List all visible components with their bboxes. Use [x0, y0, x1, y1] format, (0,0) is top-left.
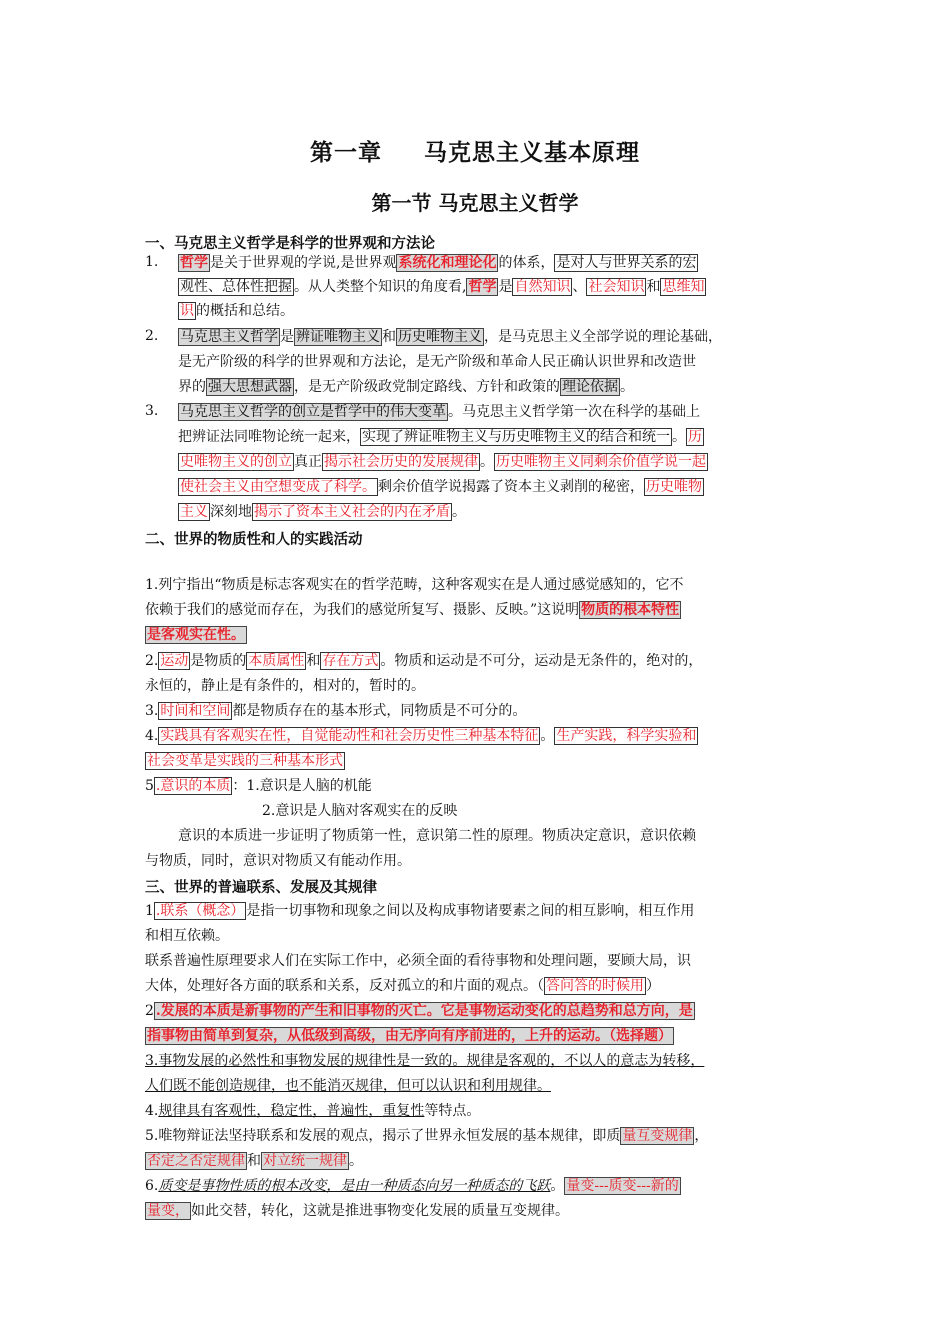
heading-2: 二、世界的物质性和人的实践活动 [145, 531, 363, 548]
boxed-text: 揭示社会历史的发展规律 [324, 454, 478, 470]
paragraph-line: 4. 实践具有客观实在性，自觉能动性和社会历史性三种基本特征 。 生产实践，科学实验和 [145, 728, 697, 744]
paragraph-line: 大体，处理好各方面的联系和关系，反对孤立的和片面的观点。（ 答问答的时候用 ） [145, 978, 660, 994]
chapter-name: 马克思主义基本原理 [424, 139, 640, 166]
highlight: 对立统一规律 [263, 1153, 347, 1169]
boxed-text: 存在方式 [322, 653, 379, 669]
highlight: 量互变规律 [622, 1128, 693, 1144]
chapter-number: 第一章 [310, 139, 382, 166]
boxed-text: 使社会主义由空想变成了科学。 [180, 479, 376, 495]
paragraph-line: 界的 强大思想武器 ，是无产阶级政党制定路线、方针和政策的 理论依据 。 [178, 379, 634, 395]
paragraph-line: 5.唯物辩证法坚持联系和发展的观点，揭示了世界永恒发展的基本规律，即质 量互变规律 ， [145, 1128, 709, 1144]
highlight: 哲学 [468, 279, 497, 295]
boxed-text: 自然知识 [514, 279, 571, 295]
boxed-text: 实践具有客观实在性，自觉能动性和社会历史性三种基本特征 [160, 728, 539, 744]
heading-3: 三、世界的普遍联系、发展及其规律 [145, 879, 377, 896]
boxed-text: 运动 [160, 653, 189, 669]
boxed-text: 识 [180, 303, 194, 319]
paragraph-line: 否定之否定规律 和 对立统一规律 。 [147, 1153, 363, 1169]
boxed-text: 答问答的时候用 [546, 978, 644, 994]
boxed-text: .联系（概念） [155, 903, 245, 919]
paragraph-line: 是无产阶级的科学的世界观和方法论，是无产阶级和革命人民正确认识世界和改造世 [178, 354, 696, 370]
paragraph-line [145, 1026, 674, 1046]
paragraph-line: 5 .意识的本质 ：1.意识是人脑的机能 [145, 778, 372, 794]
paragraph-line [145, 625, 247, 645]
paragraph-line: 量变， 如此交替，转化，这就是推进事物变化发展的质量互变规律。 [147, 1203, 569, 1219]
paragraph-line: 哲学 是关于世界观的学说,是世界观 系统化和理论化 的体系， 是对人与世界关系的宏 [180, 255, 697, 271]
boxed-text: 历史唯物主义同剩余价值学说一起 [496, 454, 706, 470]
paragraph-line: 4.规律具有客观性，稳定性，普遍性，重复性等特点。 [145, 1103, 481, 1119]
paragraph-line: 2.意识是人脑对客观实在的反映 [262, 803, 458, 819]
paragraph-line: 3. 时间和空间 都是物质存在的基本形式，同物质是不可分的。 [145, 703, 527, 719]
paragraph-line: 识 的概括和总结。 [180, 303, 294, 319]
boxed-text: 社会变革是实践的三种基本形式 [147, 753, 343, 769]
highlight: 马克思主义哲学的创立是哲学中的伟大变革 [180, 404, 446, 420]
paragraph-line: 3.事物发展的必然性和事物发展的规律性是一致的。规律是客观的，不以人的意志为转移， [145, 1053, 705, 1069]
paragraph-line: 与物质，同时，意识对物质又有能动作用。 [145, 853, 411, 869]
highlight: 物质的根本特性 [581, 602, 680, 618]
paragraph-line: 观性、总体性把握 。从人类整个知识的角度看, 哲学 是 自然知识 、 社会知识 和 思维知 [180, 279, 705, 295]
boxed-text: 时间和空间 [160, 703, 231, 719]
highlight: 是客观实在性。 [147, 627, 245, 643]
paragraph-line: 和相互依赖。 [145, 928, 229, 944]
paragraph-line: 6.质变是事物性质的根本改变，是由一种质态向另一种质态的飞跃。 量变---质变---新的 [145, 1178, 679, 1194]
boxed-text: 史唯物主义的创立 [180, 454, 292, 470]
paragraph-line: 马克思主义哲学 是 辨证唯物主义 和 历史唯物主义 ，是马克思主义全部学说的理论基础， [180, 329, 722, 345]
paragraph-line: 联系普遍性原理要求人们在实际工作中，必须全面的看待事物和处理问题，要顾大局，识 [145, 953, 691, 969]
heading-1: 一、马克思主义哲学是科学的世界观和方法论 [145, 235, 435, 252]
underlined-text: 质变是事物性质的根本改变，是由一种质态向另一种质态的飞跃 [158, 1178, 551, 1194]
highlight: 量变， [147, 1203, 189, 1219]
paragraph-line: 2 .发展的本质是新事物的产生和旧事物的灭亡。它是事物运动变化的总趋势和总方向，是 [145, 1003, 693, 1019]
paragraph-line: 依赖于我们的感觉而存在，为我们的感觉所复写、摄影、反映。”这说明 物质的根本特性 [145, 602, 680, 618]
paragraph-line: 史唯物主义的创立 真正 揭示社会历史的发展规律 。 历史唯物主义同剩余价值学说一起 [180, 454, 706, 470]
highlight: 历史唯物主义 [398, 329, 482, 345]
paragraph-line: 永恒的，静止是有条件的，相对的，暂时的。 [145, 678, 425, 694]
highlight: .发展的本质是新事物的产生和旧事物的灭亡。它是事物运动变化的总趋势和总方向，是 [155, 1003, 693, 1019]
item-number: 2. [145, 328, 159, 344]
highlight: 系统化和理论化 [398, 255, 497, 271]
paragraph-line: 1 .联系（概念） 是指一切事物和现象之间以及构成事物诸要素之间的相互影响，相互作用 [145, 903, 695, 919]
boxed-text: 是对人与世界关系的宏 [556, 255, 697, 271]
paragraph-line: 马克思主义哲学的创立是哲学中的伟大变革 。马克思主义哲学第一次在科学的基础上 [180, 404, 700, 420]
highlight: 马克思主义哲学 [180, 329, 278, 345]
boxed-text: 观性、总体性把握 [180, 279, 292, 295]
paragraph-line [145, 751, 345, 771]
boxed-text: 实现了辨证唯物主义与历史唯物主义的结合和统一 [362, 429, 670, 445]
highlight: 量变---质变---新的 [566, 1178, 679, 1194]
item-number: 3. [145, 403, 159, 419]
underlined-text: 规律具有客观性，稳定性，普遍性，重复性 [158, 1103, 425, 1119]
item-number: 1. [145, 254, 159, 270]
boxed-text: 历 [688, 429, 702, 445]
highlight: 理论依据 [562, 379, 618, 395]
boxed-text: 历史唯物 [646, 479, 702, 495]
paragraph-line: 2. 运动 是物质的 本质属性 和 存在方式 。物质和运动是不可分，运动是无条件的，绝对的， [145, 653, 703, 669]
highlight: 否定之否定规律 [147, 1153, 245, 1169]
highlight: 强大思想武器 [208, 379, 292, 395]
boxed-text: 本质属性 [248, 653, 305, 669]
paragraph-line: 把辨证法同唯物论统一起来， 实现了辨证唯物主义与历史唯物主义的结合和统一 。 历 [178, 429, 702, 445]
paragraph-line: 1.列宁指出“物质是标志客观实在的哲学范畴，这种客观实在是人通过感觉感知的，它不 [145, 577, 684, 593]
boxed-text: 社会知识 [588, 279, 645, 295]
section-title: 第一节 马克思主义哲学 [371, 191, 579, 215]
highlight: 哲学 [180, 255, 208, 271]
highlight: 指事物由简单到复杂，从低级到高级，由无序向有序前进的，上升的运动。（选择题） [147, 1028, 672, 1044]
boxed-text: 揭示了资本主义社会的内在矛盾 [254, 504, 450, 520]
boxed-text: 主义 [180, 504, 208, 520]
paragraph-line: 人们既不能创造规律，也不能消灭规律，但可以认识和利用规律。 [145, 1078, 551, 1094]
paragraph-line: 主义 深刻地 揭示了资本主义社会的内在矛盾 。 [180, 504, 466, 520]
boxed-text: 思维知 [662, 279, 705, 295]
chapter-title [0, 134, 950, 167]
highlight: 辨证唯物主义 [296, 329, 380, 345]
boxed-text: 生产实践，科学实验和 [556, 728, 697, 744]
paragraph-line: 使社会主义由空想变成了科学。 剩余价值学说揭露了资本主义剥削的秘密， 历史唯物 [180, 479, 702, 495]
paragraph-line: 意识的本质进一步证明了物质第一性，意识第二性的原理。物质决定意识，意识依赖 [178, 828, 696, 844]
boxed-text: .意识的本质 [155, 778, 231, 794]
